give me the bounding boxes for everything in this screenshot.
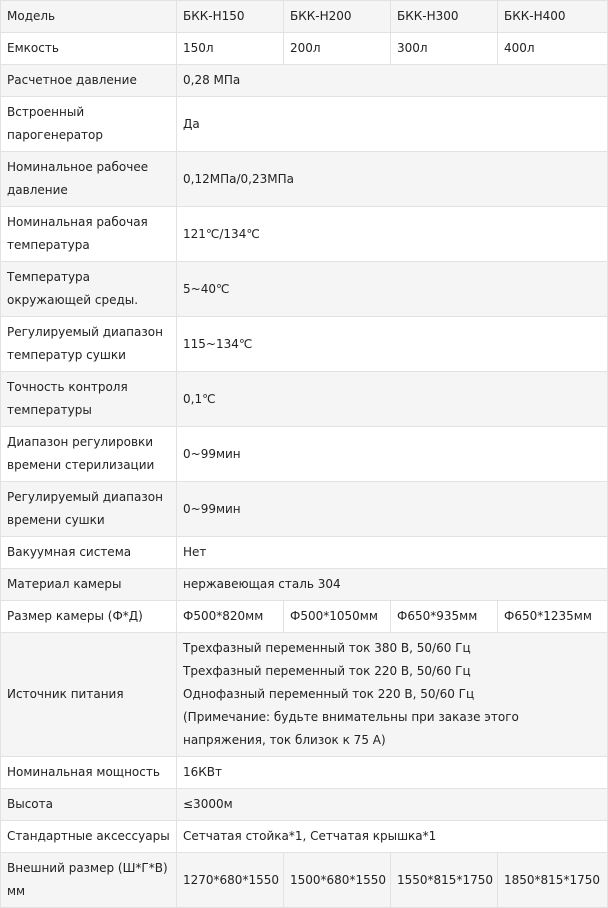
label-temperature-accuracy: Точность контроля температуры bbox=[1, 372, 177, 427]
power-supply-line: Трехфазный переменный ток 220 В, 50/60 Гц bbox=[183, 664, 471, 678]
chamber-size-h400: Ф650*1235мм bbox=[498, 601, 608, 633]
label-sterilization-time: Диапазон регулировки времени стерилизации bbox=[1, 427, 177, 482]
value-ambient-temperature: 5~40℃ bbox=[177, 262, 608, 317]
label-drying-time: Регулируемый диапазон времени сушки bbox=[1, 482, 177, 537]
power-supply-line: Однофазный переменный ток 220 В, 50/60 Гц bbox=[183, 687, 475, 701]
row-accessories bbox=[1, 821, 608, 853]
row-chamber-size bbox=[1, 601, 608, 633]
capacity-h400: 400л bbox=[498, 33, 608, 65]
value-chamber-material: нержавеющая сталь 304 bbox=[177, 569, 608, 601]
row-working-pressure bbox=[1, 152, 608, 207]
label-power-supply: Источник питания bbox=[1, 633, 177, 757]
row-vacuum-system bbox=[1, 537, 608, 569]
external-size-h200: 1500*680*1550 bbox=[284, 853, 391, 908]
label-working-temperature: Номинальная рабочая температура bbox=[1, 207, 177, 262]
row-external-size bbox=[1, 853, 608, 908]
row-capacity bbox=[1, 33, 608, 65]
value-drying-temperature-range: 115~134℃ bbox=[177, 317, 608, 372]
spec-table-body bbox=[1, 1, 608, 908]
value-accessories: Сетчатая стойка*1, Сетчатая крышка*1 bbox=[177, 821, 608, 853]
chamber-size-h150: Ф500*820мм bbox=[177, 601, 284, 633]
value-sterilization-time: 0~99мин bbox=[177, 427, 608, 482]
model-h400: БКК-Н400 bbox=[498, 1, 608, 33]
capacity-h150: 150л bbox=[177, 33, 284, 65]
value-temperature-accuracy: 0,1℃ bbox=[177, 372, 608, 427]
model-h200: БКК-Н200 bbox=[284, 1, 391, 33]
label-vacuum-system: Вакуумная система bbox=[1, 537, 177, 569]
label-chamber-size: Размер камеры (Ф*Д) bbox=[1, 601, 177, 633]
power-supply-note: (Примечание: будьте внимательны при заказе этого напряжения, ток близок к 75 А) bbox=[183, 710, 519, 747]
row-power-supply bbox=[1, 633, 608, 757]
row-chamber-material bbox=[1, 569, 608, 601]
label-altitude: Высота bbox=[1, 789, 177, 821]
model-h300: БКК-Н300 bbox=[391, 1, 498, 33]
row-sterilization-time bbox=[1, 427, 608, 482]
power-supply-line: Трехфазный переменный ток 380 В, 50/60 Гц bbox=[183, 641, 471, 655]
row-temperature-accuracy bbox=[1, 372, 608, 427]
value-working-temperature: 121℃/134℃ bbox=[177, 207, 608, 262]
value-drying-time: 0~99мин bbox=[177, 482, 608, 537]
row-ambient-temperature bbox=[1, 262, 608, 317]
label-capacity: Емкость bbox=[1, 33, 177, 65]
label-rated-power: Номинальная мощность bbox=[1, 757, 177, 789]
external-size-h150: 1270*680*1550 bbox=[177, 853, 284, 908]
capacity-h300: 300л bbox=[391, 33, 498, 65]
label-steam-generator: Встроенный парогенератор bbox=[1, 97, 177, 152]
label-external-size: Внешний размер (Ш*Г*В) мм bbox=[1, 853, 177, 908]
row-drying-time bbox=[1, 482, 608, 537]
row-altitude bbox=[1, 789, 608, 821]
label-ambient-temperature: Температура окружающей среды. bbox=[1, 262, 177, 317]
model-h150: БКК-Н150 bbox=[177, 1, 284, 33]
label-chamber-material: Материал камеры bbox=[1, 569, 177, 601]
capacity-h200: 200л bbox=[284, 33, 391, 65]
label-model: Модель bbox=[1, 1, 177, 33]
value-power-supply bbox=[177, 633, 608, 757]
row-working-temperature bbox=[1, 207, 608, 262]
value-steam-generator: Да bbox=[177, 97, 608, 152]
value-altitude: ≤3000м bbox=[177, 789, 608, 821]
row-model bbox=[1, 1, 608, 33]
external-size-h400: 1850*815*1750 bbox=[498, 853, 608, 908]
value-rated-power: 16КВт bbox=[177, 757, 608, 789]
label-working-pressure: Номинальное рабочее давление bbox=[1, 152, 177, 207]
row-rated-power bbox=[1, 757, 608, 789]
row-design-pressure bbox=[1, 65, 608, 97]
value-vacuum-system: Нет bbox=[177, 537, 608, 569]
label-drying-temperature-range: Регулируемый диапазон температур сушки bbox=[1, 317, 177, 372]
row-drying-temperature-range bbox=[1, 317, 608, 372]
label-design-pressure: Расчетное давление bbox=[1, 65, 177, 97]
value-working-pressure: 0,12МПа/0,23МПа bbox=[177, 152, 608, 207]
chamber-size-h200: Ф500*1050мм bbox=[284, 601, 391, 633]
external-size-h300: 1550*815*1750 bbox=[391, 853, 498, 908]
label-accessories: Стандартные аксессуары bbox=[1, 821, 177, 853]
value-design-pressure: 0,28 МПа bbox=[177, 65, 608, 97]
chamber-size-h300: Ф650*935мм bbox=[391, 601, 498, 633]
row-steam-generator bbox=[1, 97, 608, 152]
